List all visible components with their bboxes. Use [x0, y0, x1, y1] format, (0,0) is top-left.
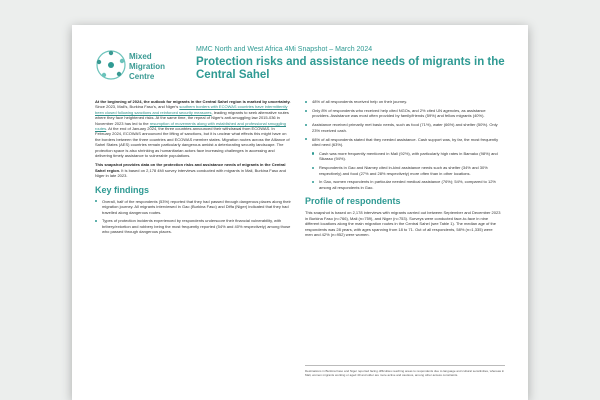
right-column	[305, 99, 501, 241]
sub-finding-item: In Gao, women respondents in particular needed medical assistance (76%); 54%, compared to 12% among all respondents in Gao.	[312, 179, 501, 190]
left-column	[95, 99, 291, 238]
finding-item: Only 8% of respondents who received help cited NGOs, and 2% cited UN agencies, as assistance providers. Assistance was most often provided by family/friends (59%) and fellow migrants (40%).	[305, 108, 501, 119]
mmc-logo	[95, 49, 185, 87]
borders-link[interactable]: southern borders with ECOWAS countries have intermittently been closed following sanctions and reinforced security measures	[95, 104, 288, 115]
snapshot-paragraph: This snapshot provides data on the protection risks and assistance needs of migrants in the Central Sahel region. It is based on 2,178 4Mi survey interviews conducted with migrants in Mali, Burkina Faso and Niger in late 2023.	[95, 162, 286, 179]
sub-finding-item: Respondents in Gao and Niamey cited in-kind assistance needs such as shelter (34% and 30% respectively) and food (27% and 28% respectively) more often than in other locations.	[312, 165, 501, 176]
finding-item: Types of protection incidents experienced by respondents underscore their financial vulnerability, with bribery/extortion and robbery being the most frequently reported (54% and 40% respectively) among those who passed through dangerous places.	[95, 218, 291, 234]
key-findings-heading: Key findings	[95, 184, 150, 195]
finding-item: Assistance received primarily met basic needs, such as food (71%), water (66%) and shelter (50%). Only 23% received cash.	[305, 122, 501, 133]
footnote: Destinations in Burkina Faso and Niger reported facing difficulties reaching areas to respondents due to language and cultural sensitivities, whereas in Mali, women migrants working or aged 40 and older are more active and cautious, among other access constraints.	[305, 365, 505, 377]
document-page	[72, 25, 528, 400]
logo-mark-icon	[95, 49, 127, 81]
finding-item: Overall, half of the respondents (53%) reported that they had passed through dangerous places along their migration journey. All migrants interviewed in Gao (Burkina Faso) and Diffa (Niger) indicated that they had travelled along dangerous routes.	[95, 199, 291, 215]
document-header	[196, 46, 506, 82]
page-title: Protection risks and assistance needs of migrants in the Central Sahel	[196, 56, 505, 81]
finding-item: 48% of all respondents received help on their journey.	[305, 99, 501, 104]
snapshot-kicker: MMC North and West Africa 4Mi Snapshot – March 2024	[196, 46, 373, 53]
profile-paragraph: This snapshot is based on 2,178 interviews with migrants carried out between September and December 2023 in Burkina Faso (n=766), Mali (n=759), and Niger (n=753). Surveys were conducted face-to-face in nine different locations along the main migration routes in the Central Sahel (see Table 1). The median age of the respondents was 28 years, with ages spanning from 18 to 71. Out of all respondents, 58% (n=1,335) were men and 42% (n=952) were women.	[305, 210, 501, 237]
sub-finding-item: Cash was more frequently mentioned in Mali (92%), with particularly high rates in Bamako (98%) and Sikasso (94%).	[312, 151, 501, 162]
smuggling-routes-link[interactable]: resumption of movements along with established and professional smuggling routes	[95, 120, 287, 132]
logo-wordmark: Mixed Migration Centre	[129, 52, 165, 81]
profile-heading: Profile of respondents	[305, 196, 401, 207]
finding-item: 68% of all respondents stated that they needed assistance. Cash support was, by far, the most frequently cited need (63%).	[305, 137, 501, 148]
intro-paragraph: At the beginning of 2024, the outlook for migrants in the Central Sahel region is marked by uncertainty. Since 2023, Mali's, Burkina Faso's, and Niger's southern borders with ECOWAS countries have intermittently been closed following sanctions and reinforced security measures, leading migrants to seek alternative routes where they face heightened risks. At the same time, the repeal of Niger's anti-smuggling law 2015-036 in November 2023 has led to the resumption of movements along with established and professional smuggling routes. At the end of January 2024, the three countries announced their withdrawal from ECOWAS. In February 2024, ECOWAS announced the lifting of sanctions, but it is unclear what effects this might have on the borders between the three countries and ECOWAS member states. Migration routes across the Alliance of Sahel States (AES) countries remain particularly dangerous amidst a deteriorating security landscape. The protection space is also shrinking as humanitarian actors face increasing challenges in accessing and delivering timely assistance to vulnerable populations.	[95, 99, 291, 159]
